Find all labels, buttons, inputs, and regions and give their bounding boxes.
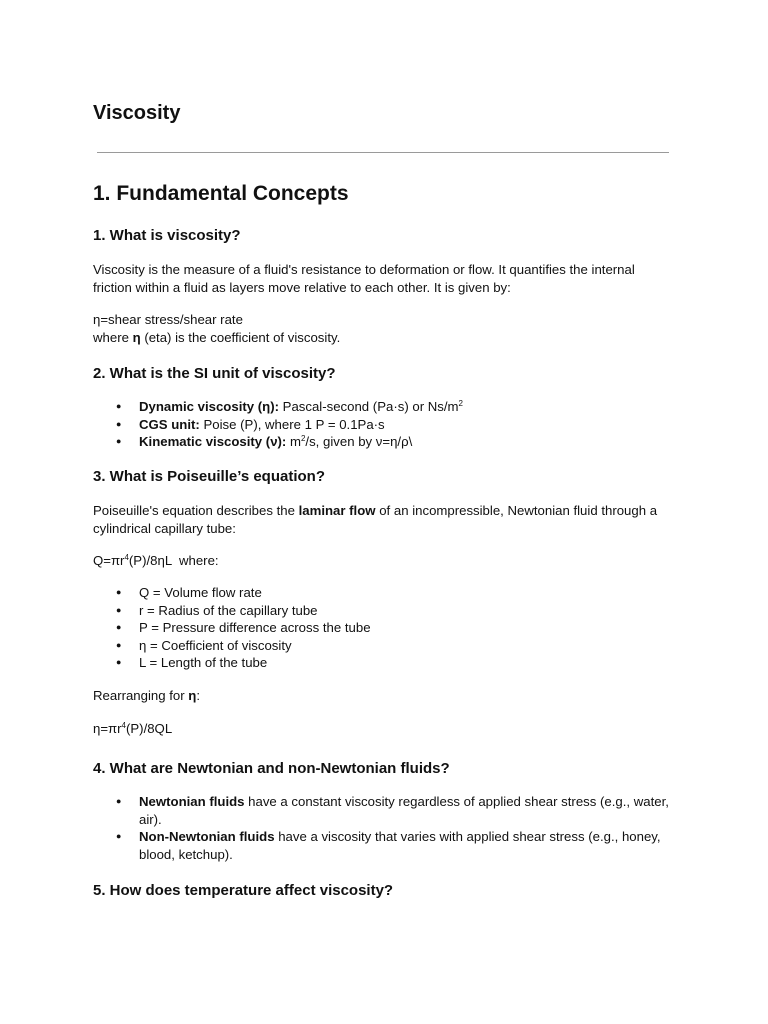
list-item [116,433,676,451]
rearrange-bold: η [188,688,197,703]
list-item [116,828,676,863]
eta-symbol: η [132,329,141,345]
horizontal-rule [97,152,669,153]
item-label: Non-Newtonian fluids [139,829,275,845]
question-2-heading: 2. What is the SI unit of viscosity? [93,365,336,382]
list-item: ● r = Radius of the capillary tube [116,602,676,620]
document-title: Viscosity [93,102,181,124]
equation-text: Q=πr [93,553,125,568]
list-item: ● η = Coefficient of viscosity [116,637,676,655]
item-text: m [286,434,301,450]
list-item [116,793,676,828]
rearranging-text [93,687,673,705]
item-text: Poise (P), where 1 P = 0.1Pa·s [199,416,385,432]
si-unit-list [116,398,676,451]
rearranged-equation [93,720,673,738]
list-item [116,416,676,434]
rearrange-prefix: Rearranging for [93,688,189,703]
item-label: Dynamic viscosity (η): [139,399,279,414]
body-text: Poiseuille's equation describes the [93,503,299,518]
list-item: ● Q = Volume flow rate [116,584,676,602]
equation-text: η=πr [93,721,122,736]
list-item: ● P = Pressure difference across the tube [116,619,676,637]
question-1-heading: 1. What is viscosity? [93,227,241,244]
question-5-heading: 5. How does temperature affect viscosity? [93,882,394,899]
question-1-body: Viscosity is the measure of a fluid's resistance to deformation or flow. It quantifies the internal friction within a fluid as layers move relative to each other. It is given by: [93,262,635,295]
list-item: ● L = Length of the tube [116,654,676,672]
item-label: Newtonian fluids [139,794,245,809]
viscosity-formula [93,311,673,346]
section-heading: 1. Fundamental Concepts [93,182,349,205]
equation-text-suffix: (P)/8QL [125,721,173,736]
list-item [116,398,676,416]
body-bold: laminar flow [298,503,376,518]
question-3-body [93,502,673,537]
where-prefix: where [93,329,133,345]
item-text: Pascal-second (Pa·s) or Ns/m [278,399,459,414]
superscript: 2 [300,434,306,444]
question-4-heading: 4. What are Newtonian and non-Newtonian fluids? [93,760,450,777]
item-label: CGS unit: [139,416,200,432]
variable-list [116,584,676,672]
poiseuille-equation [93,552,673,570]
superscript: 2 [458,399,463,408]
item-label: Kinematic viscosity (ν): [139,434,287,450]
where-suffix: (eta) is the coefficient of viscosity. [140,329,341,345]
fluid-type-list [116,793,676,863]
superscript: 4 [124,553,129,562]
question-3-heading: 3. What is Poiseuille’s equation? [93,468,325,485]
rearrange-suffix: : [196,688,201,703]
formula-text: η=shear stress/shear rate [93,312,243,327]
equation-text-suffix: (P)/8ηL where: [128,553,219,568]
item-text: have a viscosity that varies with applied shear stress (e.g., honey, blood, ketchup). [139,829,661,862]
superscript: 4 [121,721,126,730]
item-text: have a constant viscosity regardless of applied shear stress (e.g., water, air). [139,794,669,827]
item-text-after: /s, given by ν=η/ρ\ [305,434,413,450]
body-text-suffix: of an incompressible, Newtonian fluid through a cylindrical capillary tube: [93,503,658,536]
